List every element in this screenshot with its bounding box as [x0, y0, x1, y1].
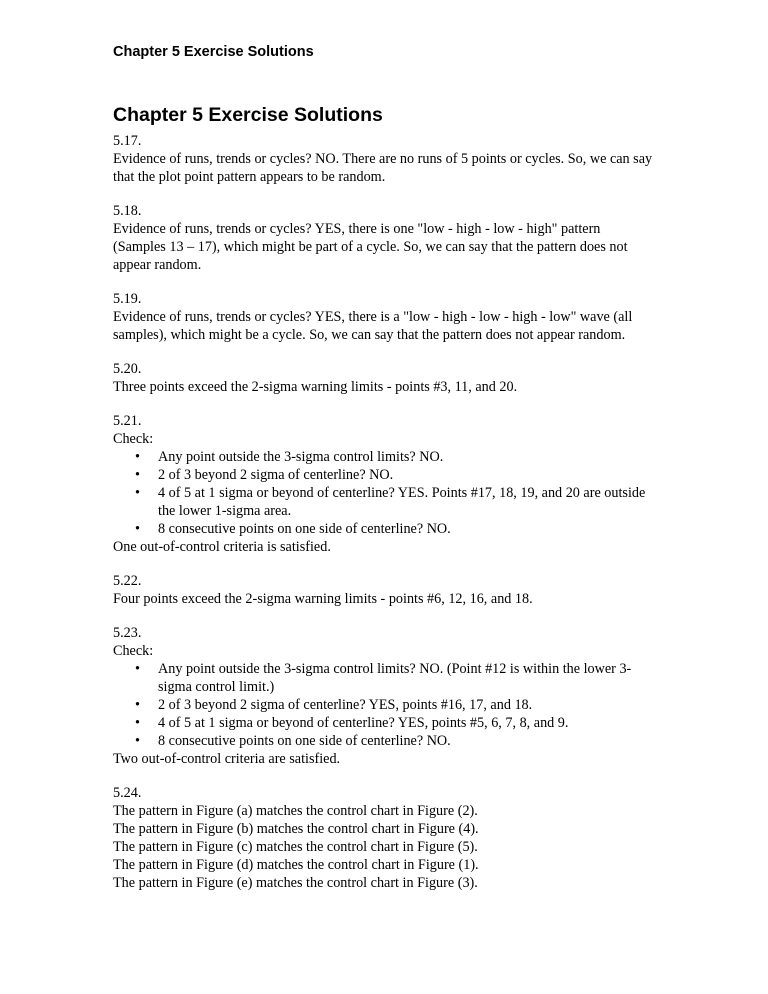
exercise-section — [113, 290, 653, 344]
criteria-list — [113, 448, 653, 538]
bullet-icon: • — [135, 521, 140, 537]
criteria-text: 8 consecutive points on one side of centerline? NO. — [158, 521, 451, 537]
conclusion-text: One out-of-control criteria is satisfied. — [113, 539, 331, 555]
answer-text: Evidence of runs, trends or cycles? YES, there is a "low - high - low - high - low" wave (all samples), which might be a cycle. So, we can say that the pattern does not appear random. — [113, 309, 633, 343]
bullet-icon: • — [135, 697, 140, 713]
answer-text: Evidence of runs, trends or cycles? YES, there is one "low - high - low - high" pattern (Samples 13 – 17), which might be part of a cycle. So, we can say that the pattern does not appear random. — [113, 221, 628, 273]
exercise-number: 5.24. — [113, 785, 142, 801]
answer-text: Four points exceed the 2-sigma warning limits - points #6, 12, 16, and 18. — [113, 591, 533, 607]
criteria-text: 8 consecutive points on one side of centerline? NO. — [158, 733, 451, 749]
exercise-section — [113, 202, 653, 274]
criteria-item — [113, 714, 653, 732]
exercise-number: 5.19. — [113, 291, 142, 307]
exercise-number: 5.22. — [113, 573, 142, 589]
criteria-item — [113, 448, 653, 466]
answer-text: The pattern in Figure (c) matches the control chart in Figure (5). — [113, 839, 478, 855]
answer-text: Three points exceed the 2-sigma warning limits - points #3, 11, and 20. — [113, 379, 518, 395]
criteria-text: Any point outside the 3-sigma control limits? NO. — [158, 449, 444, 465]
exercise-section — [113, 132, 653, 186]
criteria-item — [113, 466, 653, 484]
criteria-text: 4 of 5 at 1 sigma or beyond of centerline? YES, points #5, 6, 7, 8, and 9. — [158, 715, 569, 731]
criteria-text: 2 of 3 beyond 2 sigma of centerline? YES, points #16, 17, and 18. — [158, 697, 533, 713]
exercise-number: 5.23. — [113, 625, 142, 641]
exercise-number: 5.20. — [113, 361, 142, 377]
conclusion-text: Two out-of-control criteria are satisfied. — [113, 751, 341, 767]
criteria-list — [113, 660, 653, 750]
bullet-icon: • — [135, 449, 140, 465]
criteria-item — [113, 520, 653, 538]
criteria-text: Any point outside the 3-sigma control limits? NO. (Point #12 is within the lower 3-sigma control limit.) — [158, 661, 632, 695]
exercise-section — [113, 784, 653, 892]
check-intro: Check: — [113, 431, 154, 447]
running-header: Chapter 5 Exercise Solutions — [113, 44, 314, 60]
criteria-item — [113, 696, 653, 714]
answer-text: The pattern in Figure (d) matches the control chart in Figure (1). — [113, 857, 479, 873]
check-intro: Check: — [113, 643, 154, 659]
bullet-icon: • — [135, 715, 140, 731]
criteria-text: 2 of 3 beyond 2 sigma of centerline? NO. — [158, 467, 394, 483]
exercise-section — [113, 412, 653, 556]
criteria-text: 4 of 5 at 1 sigma or beyond of centerline? YES. Points #17, 18, 19, and 20 are outside the lower 1-sigma area. — [158, 485, 646, 519]
criteria-item — [113, 484, 653, 520]
answer-text: The pattern in Figure (a) matches the control chart in Figure (2). — [113, 803, 478, 819]
answer-text: The pattern in Figure (e) matches the control chart in Figure (3). — [113, 875, 478, 891]
bullet-icon: • — [135, 661, 140, 677]
bullet-icon: • — [135, 485, 140, 501]
answer-text: Evidence of runs, trends or cycles? NO. There are no runs of 5 points or cycles. So, we can say that the plot point pattern appears to be random. — [113, 151, 653, 185]
document-title: Chapter 5 Exercise Solutions — [113, 104, 383, 126]
exercise-number: 5.18. — [113, 203, 142, 219]
document-body — [113, 132, 653, 908]
bullet-icon: • — [135, 467, 140, 483]
exercise-section — [113, 360, 653, 396]
answer-text: The pattern in Figure (b) matches the control chart in Figure (4). — [113, 821, 479, 837]
bullet-icon: • — [135, 733, 140, 749]
exercise-section — [113, 572, 653, 608]
exercise-section — [113, 624, 653, 768]
criteria-item — [113, 660, 653, 696]
exercise-number: 5.17. — [113, 133, 142, 149]
exercise-number: 5.21. — [113, 413, 142, 429]
criteria-item — [113, 732, 653, 750]
